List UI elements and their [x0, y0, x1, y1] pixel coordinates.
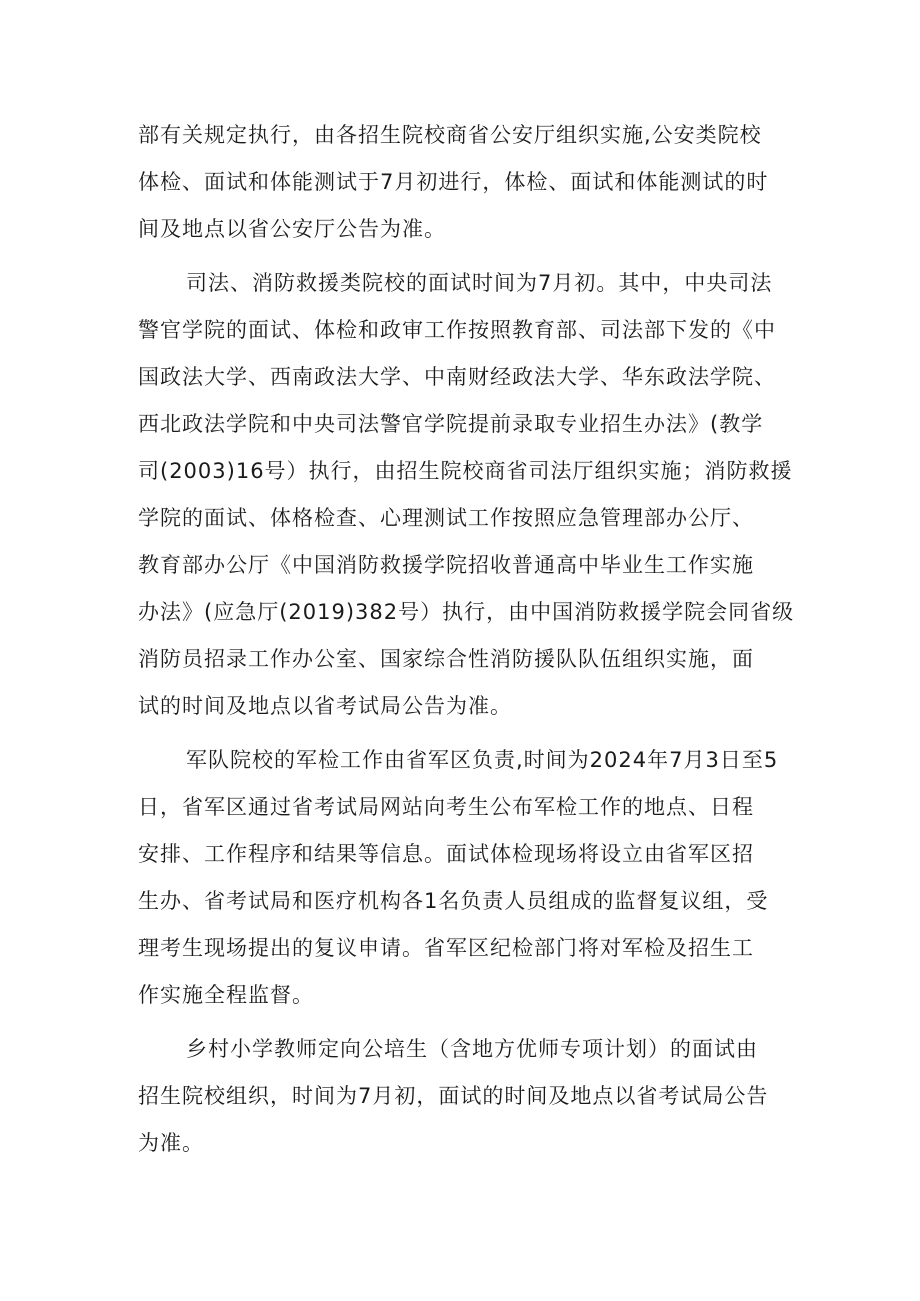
text-line: 警官学院的面试、体检和政审工作按照教育部、司法部下发的《中 — [138, 318, 776, 342]
text-line: 教育部办公厅《中国消防救援学院招收普通高中毕业生工作实施 — [138, 553, 754, 577]
text-line: 安排、工作程序和结果等信息。面试体检现场将设立由省军区招 — [138, 842, 754, 866]
text-line: 国政法大学、西南政法大学、中南财经政法大学、华东政法学院、 — [138, 365, 776, 389]
text-line: 理考生现场提出的复议申请。省军区纪检部门将对军检及招生工 — [138, 936, 754, 960]
text-line: 军队院校的军检工作由省军区负责,时间为2024年7月3日至5 — [186, 748, 779, 772]
text-line: 部有关规定执行，由各招生院校商省公安厅组织实施,公安类院校 — [138, 123, 762, 147]
text-line: 间及地点以省公安厅公告为准。 — [138, 217, 446, 241]
text-line: 为准。 — [138, 1131, 204, 1155]
paragraph-public-security — [138, 112, 798, 253]
text-line: 体检、面试和体能测试于7月初进行，体检、面试和体能测试的时 — [138, 170, 769, 194]
text-line: 乡村小学教师定向公培生（含地方优师专项计划）的面试由 — [186, 1037, 758, 1061]
text-line: 试的时间及地点以省考试局公告为准。 — [138, 694, 512, 718]
text-line: 作实施全程监督。 — [138, 983, 314, 1007]
text-line: 招生院校组织，时间为7月初，面试的时间及地点以省考试局公告 — [138, 1084, 769, 1108]
paragraph-military-academies — [138, 737, 798, 1019]
paragraph-judicial-fire-rescue — [138, 260, 798, 730]
text-line: 司法、消防救援类院校的面试时间为7月初。其中，中央司法 — [186, 271, 773, 295]
text-line: 司(2003)16号）执行，由招生院校商省司法厅组织实施；消防救援 — [138, 459, 793, 483]
document-body — [138, 112, 798, 1167]
text-line: 消防员招录工作办公室、国家综合性消防援队队伍组织实施，面 — [138, 647, 754, 671]
text-line: 办法》(应急厅(2019)382号）执行，由中国消防救援学院会同省级 — [138, 600, 795, 624]
text-line: 学院的面试、体格检查、心理测试工作按照应急管理部办公厅、 — [138, 506, 754, 530]
text-line: 生办、省考试局和医疗机构各1名负责人员组成的监督复议组，受 — [138, 889, 769, 913]
paragraph-rural-teachers — [138, 1026, 798, 1167]
text-line: 西北政法学院和中央司法警官学院提前录取专业招生办法》(教学 — [138, 412, 764, 436]
text-line: 日，省军区通过省考试局网站向考生公布军检工作的地点、日程 — [138, 795, 754, 819]
